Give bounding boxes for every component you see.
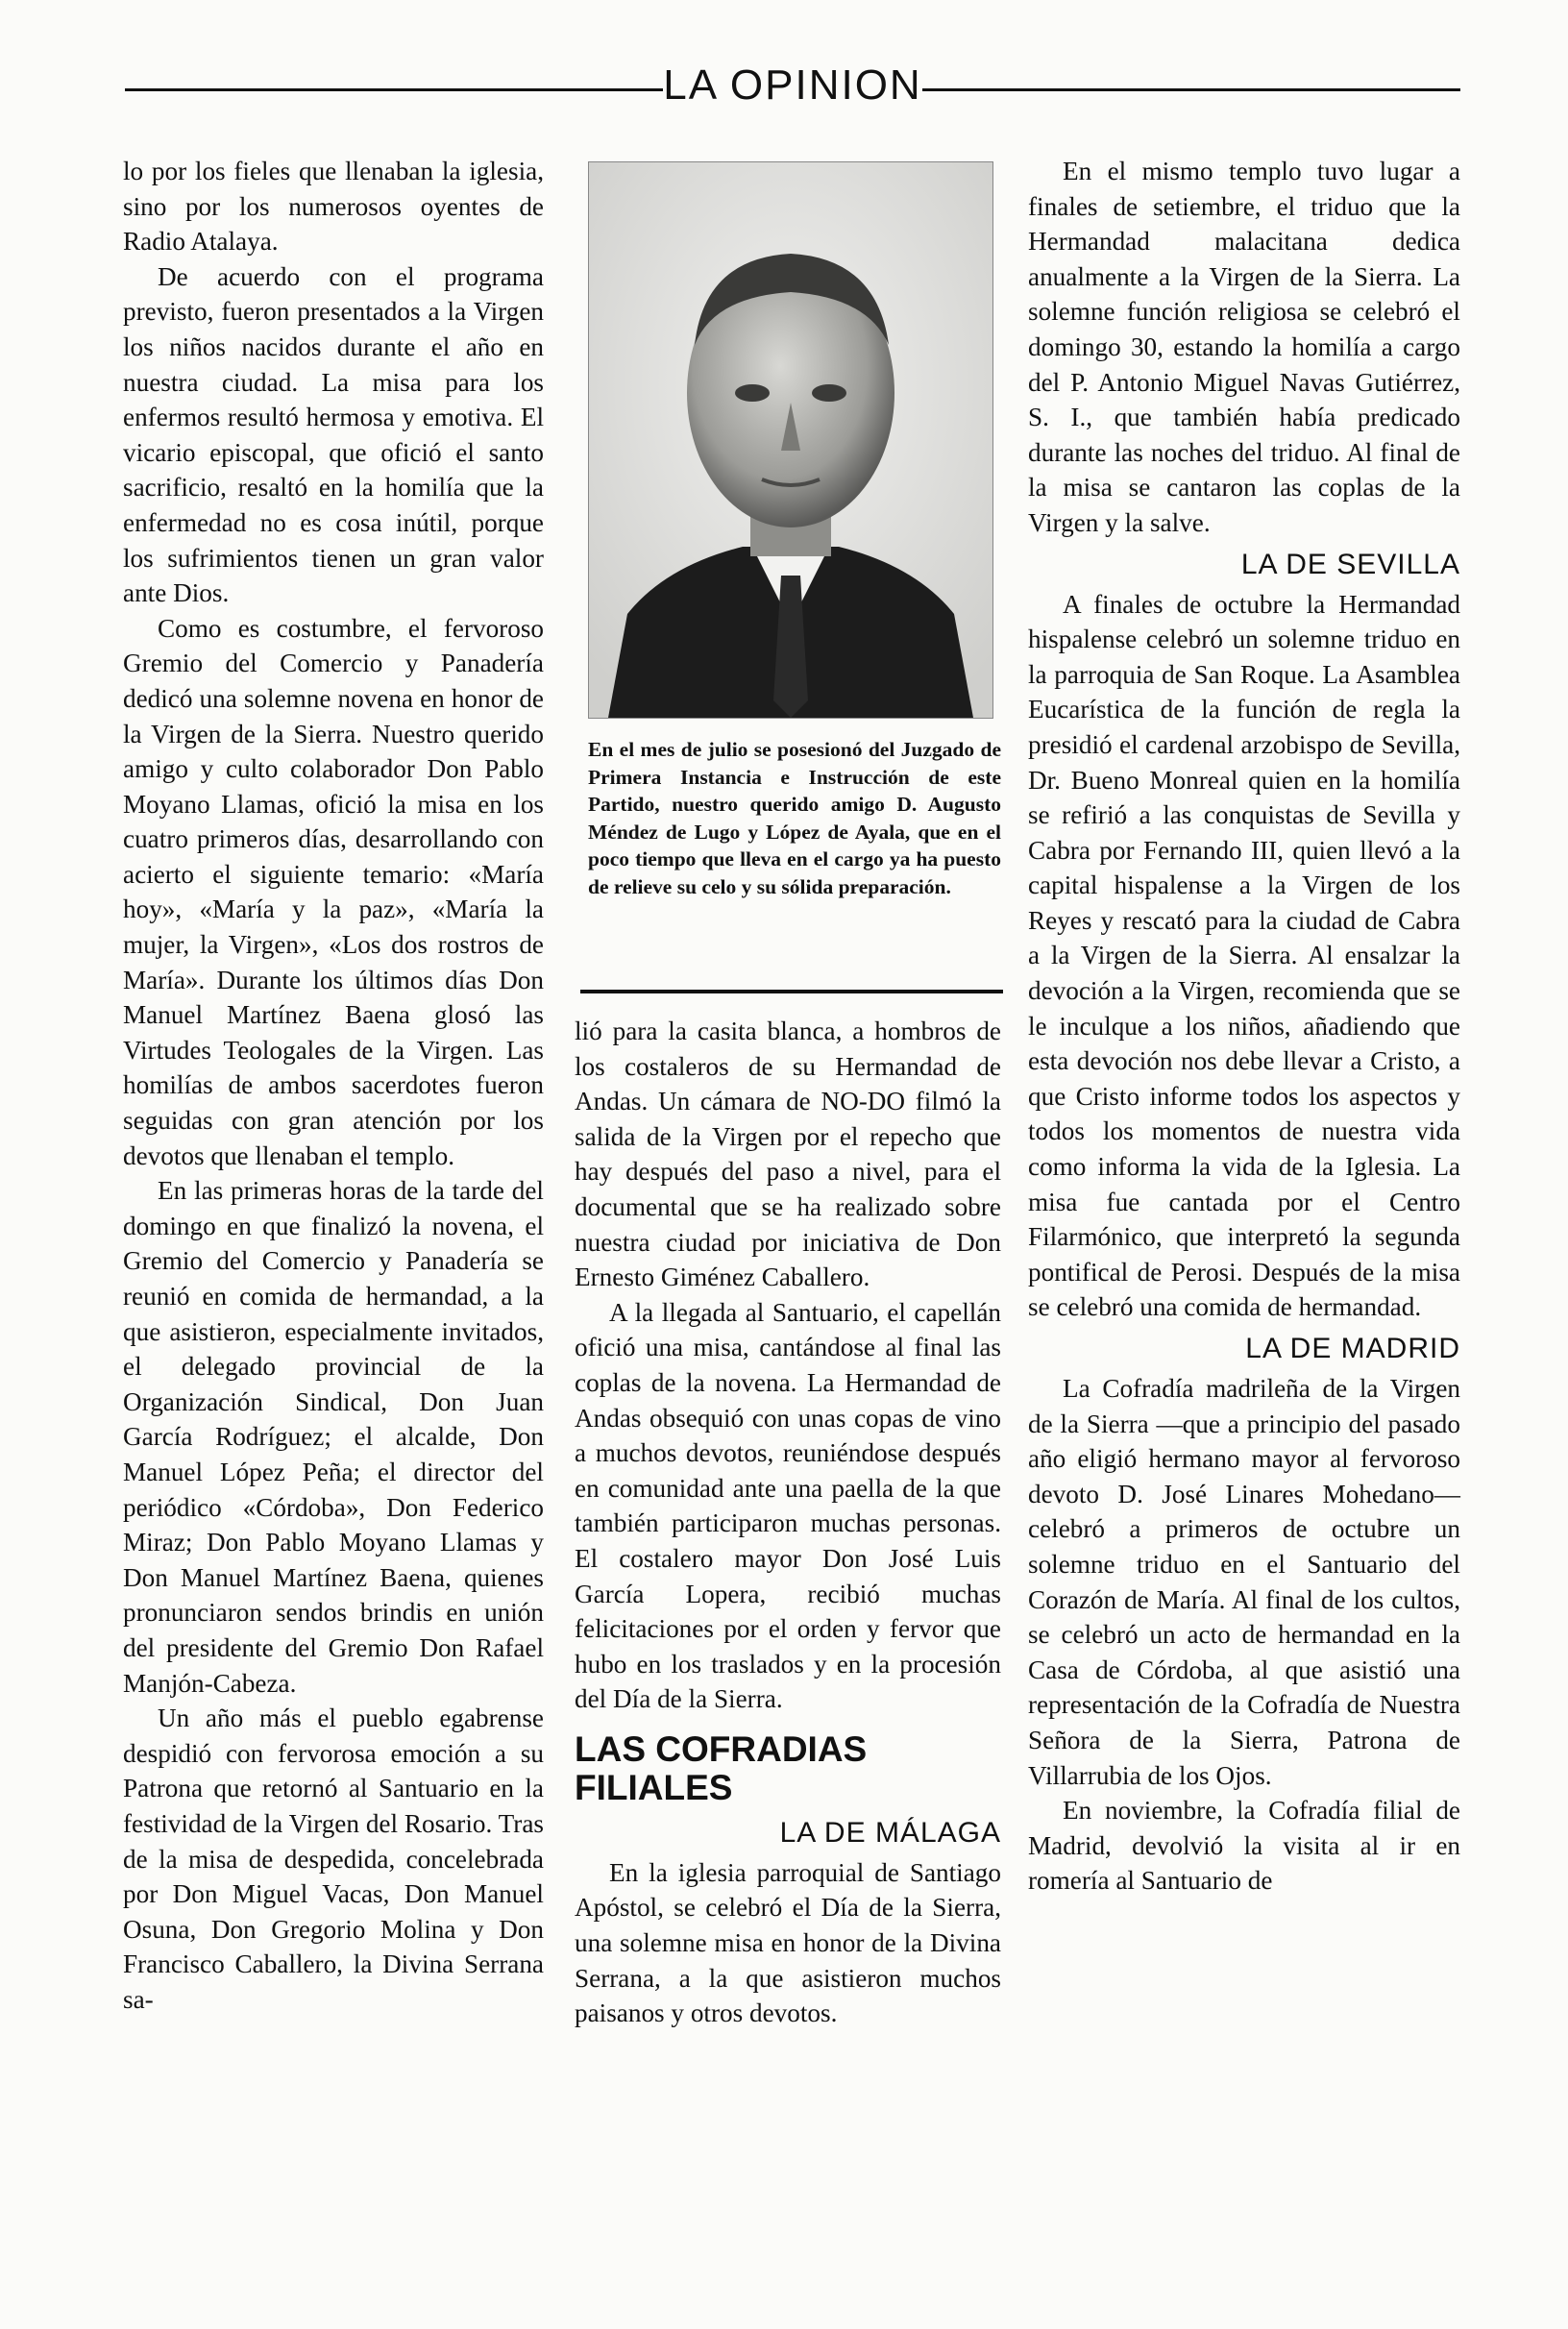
- paragraph: Un año más el pueblo egabrense despidió con fervorosa emoción a su Patrona que retornó al Santuario en la festividad de la Virgen del Rosario. Tras de la misa de despedida, concelebrada por Don Miguel Vacas, Don Manuel Osuna, Don Gregorio Molina y Don Francisco Caballero, la Divina Serrana sa-: [123, 1704, 544, 2014]
- paragraph: En el mismo templo tuvo lugar a finales de setiembre, el triduo que la Hermandad malacitana dedica anualmente a la Virgen de la Sierra. La solemne función religiosa se celebró el domingo 30, estando la homilía a cargo del P. Antonio Miguel Navas Gutiérrez, S. I., que también había predicado durante las noches del triduo. Al final de la misa se cantaron las coplas de la Virgen y la salve.: [1028, 157, 1460, 537]
- column-3: [1028, 154, 1460, 1899]
- column-1: [123, 154, 544, 2017]
- paragraph: En la iglesia parroquial de Santiago Apóstol, se celebró el Día de la Sierra, una solemne misa en honor de la Divina Serrana, a la que asistieron muchos paisanos y otros devotos.: [575, 1857, 1001, 2028]
- column-2: [575, 154, 1001, 2268]
- paragraph: lió para la casita blanca, a hombros de los costaleros de su Hermandad de Andas. Un cámara de NO-DO filmó la salida de la Virgen por el repecho que hay después del paso a nivel, para el documental que se ha realizado sobre nuestra ciudad por iniciativa de Don Ernesto Giménez Caballero.: [575, 1017, 1001, 1292]
- paragraph: A finales de octubre la Hermandad hispalense celebró un solemne triduo en la parroquia de San Roque. La Asamblea Eucarística de la función de regla la presidió el cardenal arzobispo de Sevilla, Dr. Bueno Monreal quien en la homilía se refirió a las conquistas de Sevilla y Cabra por Fernando III, quien llevó a la capital hispalense a la Virgen de los Reyes y rescató para la ciudad de Cabra a la Virgen de la Sierra. Al ensalzar la devoción a la Virgen, recomienda que se le inculque a los niños, añadiendo que esta devoción nos debe llevar a Cristo, a que Cristo informe todos los aspectos y todos los momentos de nuestra vida como informa la vida de la Iglesia. La misa fue cantada por el Centro Filarmónico, que interpretó la segunda pontifical de Perosi. Después de la misa se celebró una comida de hermandad.: [1028, 589, 1460, 1322]
- paragraph: La Cofradía madrileña de la Virgen de la Sierra —que a principio del pasado año eligió hermano mayor al fervoroso devoto D. José Linares Mohedano— celebró a primeros de octubre un solemne triduo en el Santuario del Corazón de María. Al final de los cultos, se celebró un acto de hermandad en la Casa de Córdoba, al que asistió una representación de la Cofradía de Nuestra Señora de la Sierra, Patrona de Villarrubia de los Ojos.: [1028, 1374, 1460, 1790]
- paragraph: A la llegada al Santuario, el capellán ofició una misa, cantándose al final las coplas de la novena. La Hermandad de Andas obsequió con unas copas de vino a muchos devotos, reuniéndose después en comunidad ante una paella de la que también participaron muchas personas. El costalero mayor Don José Luis García Lopera, recibió muchas felicitaciones por el orden y fervor que hubo en los traslados y en la procesión del Día de la Sierra.: [575, 1297, 1001, 1714]
- column-2-text: [575, 1014, 1001, 2031]
- subhead-malaga: LA DE MÁLAGA: [779, 1816, 1001, 1849]
- paragraph: Como es costumbre, el fervoroso Gremio del Comercio y Panadería dedicó una solemne novena en honor de la Virgen de la Sierra. Nuestro querido amigo y culto colaborador Don Pablo Moyano Llamas, ofició la misa en los cuatro primeros días, desarrollando con acierto el siguiente temario: «María hoy», «María y la paz», «María la mujer, la Virgen», «Los dos rostros de María». Durante los últimos días Don Manuel Martínez Baena glosó las Virtudes Teologales de la Virgen. Las homilías de ambos sacerdotes fueron seguidas con gran atención por los devotos que llenaban el templo.: [123, 613, 544, 1170]
- paragraph: En las primeras horas de la tarde del domingo en que finalizó la novena, el Gremio del Comercio y Panadería se reunió en comida de hermandad, a la que asistieron, especialmente invitados, el delegado provincial de la Organización Sindical, Don Juan García Rodríguez; el alcalde, Don Manuel López Peña; el director del periódico «Córdoba», Don Federico Miraz; Don Pablo Moyano Llamas y Don Manuel Martínez Baena, quienes pronunciaron sendos brindis en unión del presidente del Gremio Don Rafael Manjón-Cabeza.: [123, 1176, 544, 1698]
- photo-caption: En el mes de julio se posesionó del Juzgado de Primera Instancia e Instrucción de este Partido, nuestro querido amigo D. Augusto Méndez de Lugo y López de Ayala, que en el poco tiempo que lleva en el cargo ya ha puesto de relieve su celo y su sólida preparación.: [588, 738, 1001, 898]
- masthead-rule-left: [125, 88, 663, 91]
- masthead-rule-right: [922, 88, 1460, 91]
- paragraph: lo por los fieles que llenaban la iglesia, sino por los numerosos oyentes de Radio Atalaya.: [123, 157, 544, 257]
- page-title: LA OPINION: [663, 61, 922, 109]
- paragraph: De acuerdo con el programa previsto, fueron presentados a la Virgen los niños nacidos durante el año en nuestra ciudad. La misa para los enfermos resultó hermosa y emotiva. El vicario episcopal, que ofició el santo sacrificio, resaltó en la homilía que la enfermedad no es cosa inútil, porque los sufrimientos tienen un gran valor ante Dios.: [123, 261, 544, 608]
- masthead: [125, 56, 1460, 113]
- section-title: LAS COFRADIAS FILIALES: [575, 1728, 868, 1807]
- subhead-sevilla: LA DE SEVILLA: [1240, 548, 1460, 580]
- paragraph: En noviembre, la Cofradía filial de Madrid, devolvió la visita al ir en romería al Santuario de: [1028, 1796, 1460, 1896]
- subhead-madrid: LA DE MADRID: [1245, 1333, 1460, 1364]
